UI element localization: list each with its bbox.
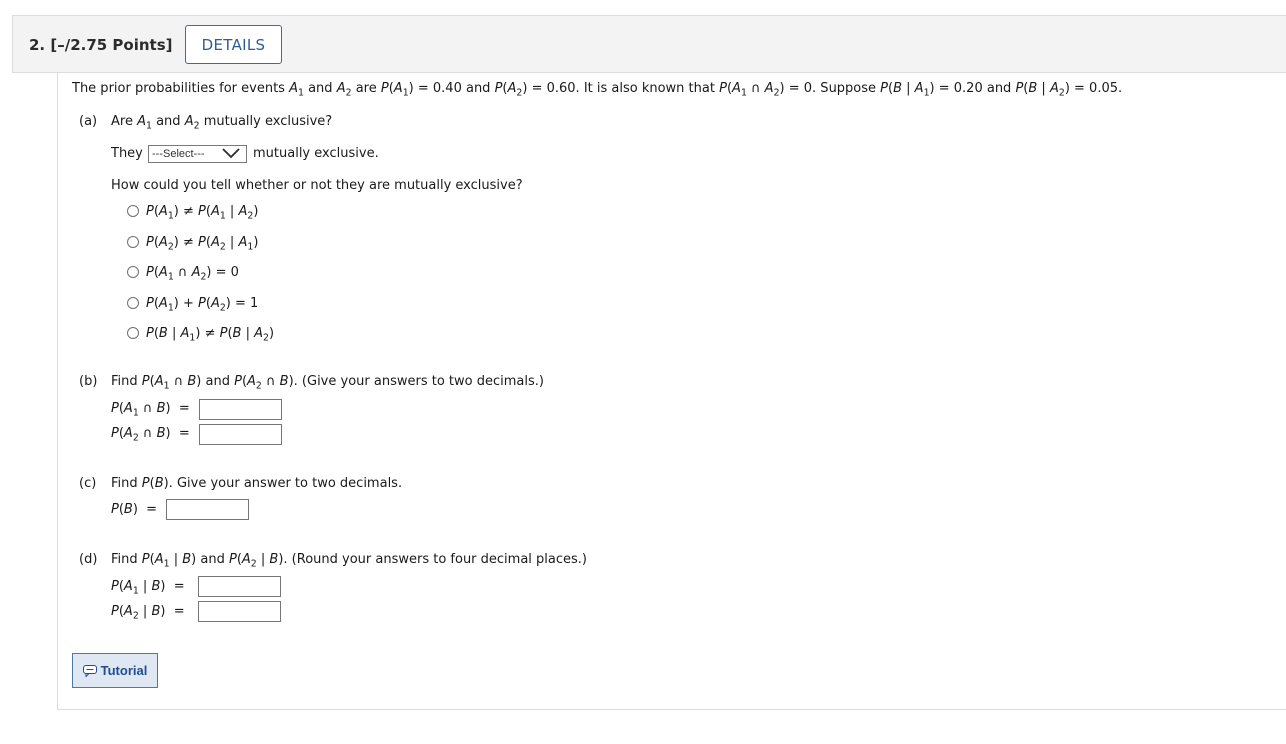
part-c-label: (c) — [79, 476, 97, 491]
p-a2-given-b-label: $P(A_2$ | B) = — [111, 604, 185, 622]
option-5[interactable] — [127, 323, 274, 343]
chevron-down-icon — [222, 148, 240, 164]
part-d-label: (d) — [79, 552, 98, 567]
p-a2-and-b-input[interactable] — [199, 424, 282, 445]
p-a1-and-b-label: $P(A_1$ ∩ B) = — [111, 401, 190, 419]
option-3-label: $P(A_1$ ∩ $A_2) = 0$ — [146, 264, 239, 282]
option-2-label: $P(A_2) \ne P(A_2$ | $A_1$) — [146, 234, 259, 252]
details-button[interactable]: DETAILS — [185, 25, 282, 64]
problem-statement: The prior probabilities for events $A_1$ and $A_2$ are $P(A_1) = 0.40$ and $P(A_2) = 0.60$. It is also known that $P(A_1$ ∩ $A_2) = 0$. Suppose P(B | $A_1) = 0.20$ and P(B | $A_2) = 0.05$. — [72, 81, 1123, 99]
option-1-label: $P(A_1) \ne P(A_1$ | $A_2$) — [146, 203, 259, 221]
mutually-exclusive-select[interactable] — [148, 145, 247, 163]
p-b-input[interactable] — [166, 499, 249, 520]
tutorial-button[interactable] — [72, 653, 158, 688]
part-d-question: Find $P(A_1$ | B) and $P(A_2$ | B). (Round your answers to four decimal places.) — [111, 552, 587, 570]
how-question: How could you tell whether or not they are mutually exclusive? — [111, 178, 523, 193]
option-4-label: $P(A_1) + P(A_2) = 1$ — [146, 295, 259, 313]
radio-button[interactable] — [127, 236, 139, 248]
p-a2-and-b-label: $P(A_2$ ∩ B) = — [111, 426, 190, 444]
part-b-question: Find $P(A_1$ ∩ B) and $P(A_2$ ∩ B). (Give your answers to two decimals.) — [111, 374, 544, 392]
option-5-label: P(B | $A_1) \ne P(B$ | $A_2$) — [146, 325, 275, 343]
p-a1-given-b-input[interactable] — [198, 576, 281, 597]
p-a1-and-b-input[interactable] — [199, 399, 282, 420]
part-b-label: (b) — [79, 374, 98, 389]
calculator-bubble-icon — [83, 665, 97, 677]
radio-button[interactable] — [127, 297, 139, 309]
option-3[interactable] — [127, 262, 239, 282]
radio-button[interactable] — [127, 266, 139, 278]
tutorial-label: Tutorial — [100, 663, 148, 678]
option-2[interactable] — [127, 232, 258, 252]
part-a-label: (a) — [79, 114, 98, 129]
question-header — [12, 15, 1286, 73]
p-a2-given-b-input[interactable] — [198, 601, 281, 622]
option-4[interactable] — [127, 293, 258, 313]
part-c-question: Find P(B). Give your answer to two decimals. — [111, 476, 403, 491]
part-a-question: Are $A_1$ and $A_2$ mutually exclusive? — [111, 114, 333, 132]
select-value: ---Select--- — [152, 148, 205, 160]
they-label: They — [111, 146, 143, 161]
p-b-label: P(B) = — [111, 502, 158, 517]
option-1[interactable] — [127, 201, 258, 221]
question-points-label: 2. [–/2.75 Points] — [29, 36, 173, 54]
select-suffix: mutually exclusive. — [253, 146, 379, 161]
p-a1-given-b-label: $P(A_1$ | B) = — [111, 579, 185, 597]
radio-button[interactable] — [127, 205, 139, 217]
radio-button[interactable] — [127, 327, 139, 339]
